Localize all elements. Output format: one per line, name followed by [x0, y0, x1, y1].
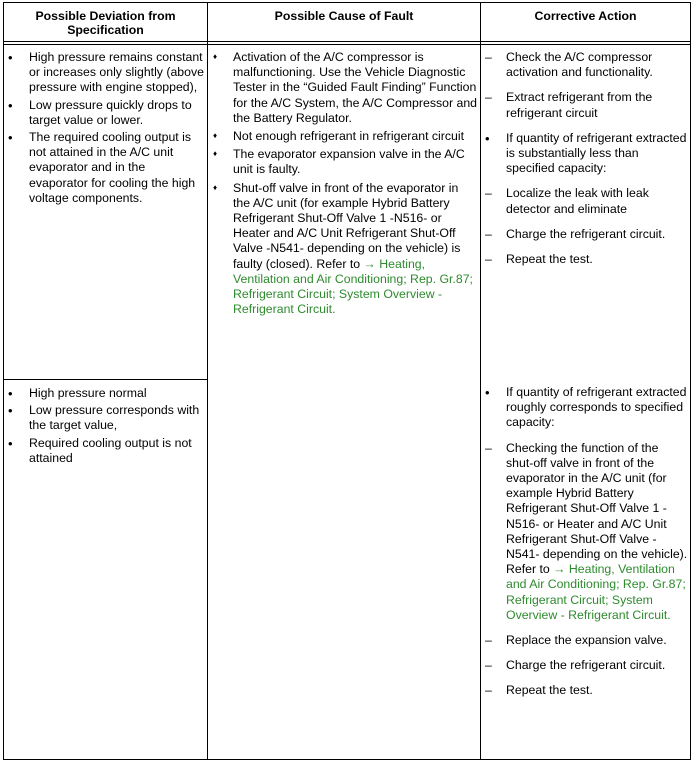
list-item — [481, 441, 688, 623]
item-text: High pressure normal — [29, 386, 147, 400]
list-item — [4, 403, 204, 433]
item-text: If quantity of refrigerant extracted is substantially less than specified capacity: — [506, 130, 687, 176]
header-action: Corrective Action — [534, 9, 637, 23]
list-item — [481, 131, 688, 177]
header-divider — [4, 44, 690, 45]
cause-cell — [208, 50, 478, 320]
list-item — [481, 90, 688, 120]
header-cause: Possible Cause of Fault — [274, 9, 414, 23]
bullet-icon — [8, 436, 20, 452]
header-deviation: Possible Deviation from Specification — [35, 9, 176, 37]
dash-icon — [485, 252, 497, 267]
reference-link[interactable]: → Heating, Ventilation and Air Conditioning; Rep. Gr.87; Refrigerant Circuit; System Overview - Refrigerant Circuit. — [506, 562, 686, 622]
dash-icon — [485, 90, 497, 105]
dash-icon — [485, 633, 497, 648]
fault-table — [3, 2, 691, 760]
list-item — [481, 252, 688, 267]
dash-icon — [485, 441, 497, 456]
item-text: If quantity of refrigerant extracted roughly corresponds to specified capacity: — [506, 385, 687, 430]
diamond-icon — [212, 50, 224, 66]
bullet-icon — [8, 98, 20, 114]
item-text: Charge the refrigerant circuit. — [506, 226, 666, 241]
dash-icon — [485, 227, 497, 242]
reference-link[interactable]: → Heating, Ventilation and Air Conditioning; Rep. Gr.87; Refrigerant Circuit; System Overview - Refrigerant Circuit. — [233, 256, 473, 317]
diamond-icon — [212, 129, 224, 145]
list-item — [208, 129, 478, 144]
item-text: Checking the function of the shut-off valve in front of the evaporator in the A/C unit (for example Hybrid Battery Refrigerant Shut-Off Valve 1 -N516- or Heater and A/C Unit Refrigerant Shut-Off Valve -N541- depending on the vehicle). Refer to — [506, 440, 688, 577]
item-text: Shut-off valve in front of the evaporator in the A/C unit (for example Hybrid Battery Refrigerant Shut-Off Valve 1 -N516- or Heater and A/C Unit Refrigerant Shut-Off Valve -N541- depending on the vehicle) is faulty (closed). Refer to — [233, 180, 461, 271]
dash-icon — [485, 186, 497, 201]
diamond-icon — [212, 181, 224, 197]
bullet-icon — [485, 385, 497, 401]
item-text: Extract refrigerant from the refrigerant circuit — [506, 90, 653, 120]
list-item — [4, 386, 204, 401]
bullet-icon — [8, 130, 20, 146]
list-item — [481, 186, 688, 216]
bullet-icon — [485, 131, 497, 147]
item-text: The evaporator expansion valve in the A/C unit is faulty. — [233, 147, 465, 177]
item-text: The required cooling output is not attained in the A/C unit evaporator and in the evaporator for cooling the high voltage components. — [29, 130, 196, 205]
item-text: Repeat the test. — [506, 683, 593, 698]
item-text: Activation of the A/C compressor is malfunctioning. Use the Vehicle Diagnostic Tester in the “Guided Fault Finding” Function for the A/C System, the A/C Compressor and the Battery Regulator. — [233, 50, 477, 125]
deviation-cell-2 — [4, 386, 204, 468]
list-item — [481, 227, 688, 242]
item-text: Low pressure corresponds with the target value, — [29, 403, 200, 433]
item-text: Charge the refrigerant circuit. — [506, 658, 666, 673]
list-item — [4, 130, 204, 206]
list-item — [4, 436, 204, 466]
item-text: Check the A/C compressor activation and functionality. — [506, 50, 653, 80]
list-item — [481, 658, 688, 673]
action-cell-top — [481, 50, 688, 277]
action-cell-bottom — [481, 385, 688, 709]
item-text: Replace the expansion valve. — [506, 633, 667, 648]
bullet-icon — [8, 386, 20, 402]
item-text: Required cooling output is not attained — [29, 435, 192, 465]
list-item — [481, 633, 688, 648]
item-text: Repeat the test. — [506, 252, 593, 267]
item-text: Localize the leak with leak detector and eliminate — [506, 186, 649, 216]
list-item — [4, 98, 204, 128]
item-text: Low pressure quickly drops to target value or lower. — [29, 97, 192, 127]
dash-icon — [485, 50, 497, 65]
list-item — [481, 385, 688, 431]
bullet-icon — [8, 50, 20, 66]
item-text: Not enough refrigerant in refrigerant circuit — [233, 129, 465, 144]
list-item — [4, 50, 204, 96]
list-item — [481, 50, 688, 80]
list-item — [208, 181, 478, 318]
list-item — [481, 683, 688, 698]
row-divider — [4, 379, 207, 380]
deviation-cell-1 — [4, 50, 204, 208]
bullet-icon — [8, 403, 20, 419]
dash-icon — [485, 683, 497, 698]
list-item — [208, 50, 478, 126]
item-text: High pressure remains constant or increases only slightly (above pressure with engine stopped), — [29, 50, 204, 95]
list-item — [208, 147, 478, 177]
diamond-icon — [212, 147, 224, 163]
dash-icon — [485, 658, 497, 673]
